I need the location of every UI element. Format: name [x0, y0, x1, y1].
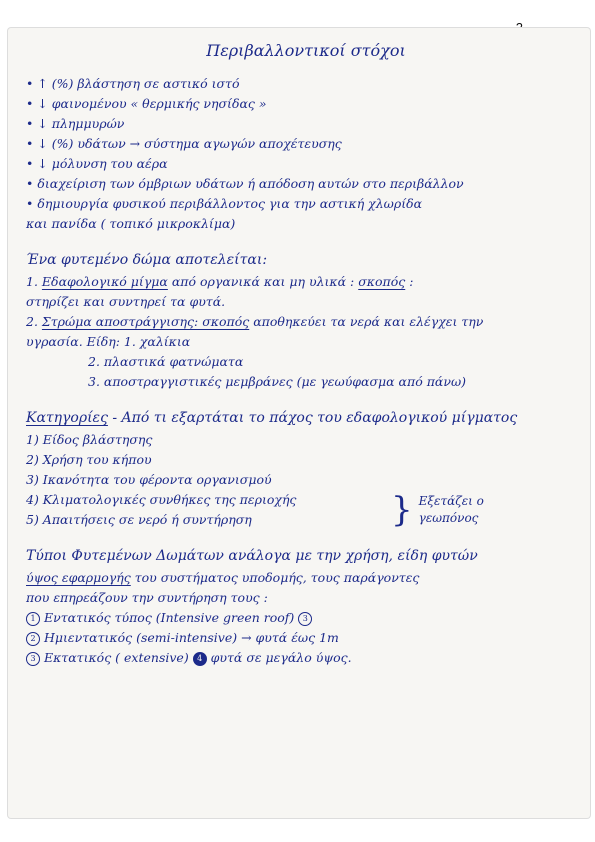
brace-note: [391, 490, 484, 530]
notes-content: [26, 38, 586, 668]
types-text: του συστήματος υποδομής, τους παράγοντες: [130, 570, 420, 585]
page-title: Περιβαλλοντικοί στόχοι: [206, 41, 406, 60]
element-2-subtype: 2. πλαστικά φατνώματα: [88, 354, 244, 369]
element-1-line: [26, 272, 586, 292]
filled-circled-number-icon: 4: [193, 652, 207, 666]
objective-item: • δημιουργία φυσικού περιβάλλοντος για την αστική χλωρίδα: [26, 196, 423, 211]
type-text: Εντατικός τύπος (Intensive green roof): [43, 610, 295, 625]
category-item: 3) Ικανότητα του φέροντα οργανισμού: [26, 472, 272, 487]
element-1-number: 1.: [26, 274, 38, 289]
objective-item: • ↓ μόλυνση του αέρα: [26, 156, 168, 171]
circled-number-icon: 2: [26, 632, 40, 646]
objective-item: • διαχείριση των όμβριων υδάτων ή απόδοση αυτών στο περιβάλλον: [26, 176, 464, 191]
types-line-1: Τύποι Φυτεμένων Δωμάτων ανάλογα με την χρήση, είδη φυτών: [26, 548, 478, 564]
brace-note-line-1: Εξετάζει ο: [418, 494, 484, 508]
category-item: 2) Χρήση του κήπου: [26, 452, 152, 467]
element-1-tail: :: [405, 274, 414, 289]
type-item: [26, 648, 586, 668]
element-1-text: από οργανικά και μη υλικά :: [167, 274, 359, 289]
element-2-number: 2.: [26, 314, 38, 329]
categories-term: Κατηγορίες: [26, 410, 108, 426]
category-item: 5) Απαιτήσεις σε νερό ή συντήρηση: [26, 512, 252, 527]
types-line-2: [26, 568, 586, 588]
brace-note-line-2: γεωπόνος: [418, 511, 479, 525]
objectives-list: [26, 74, 586, 234]
element-1-line-2: στηρίζει και συντηρεί τα φυτά.: [26, 294, 226, 309]
objective-item: και πανίδα ( τοπικό μικροκλίμα): [26, 216, 236, 231]
category-item: 4) Κλιματολογικές συνθήκες της περιοχής: [26, 492, 297, 507]
type-text: Ημιεντατικός (semi-intensive) → φυτά έως 1m: [43, 630, 339, 645]
types-line-3: που επηρεάζουν την συντήρηση τους :: [26, 590, 268, 605]
circled-number-icon: 3: [298, 612, 312, 626]
categories-text: - Από τι εξαρτάται το πάχος του εδαφολογικού μίγματος: [107, 410, 518, 426]
circled-number-icon: 3: [26, 652, 40, 666]
objective-item: • ↓ (%) υδάτων → σύστημα αγωγών αποχέτευσης: [26, 136, 342, 151]
type-text-after: φυτά σε μεγάλο ύψος.: [206, 650, 352, 665]
element-1-term: Εδαφολογικό μίγμα: [41, 274, 168, 289]
handwritten-notes-sheet: [8, 28, 590, 818]
type-text: Εκτατικός ( extensive): [43, 650, 189, 665]
element-2-line: [26, 312, 586, 332]
types-term: ύψος εφαρμογής: [26, 570, 131, 585]
element-2-subtype: 3. αποστραγγιστικές μεμβράνες (με γεωύφασμα από πάνω): [88, 374, 467, 389]
element-2-term: Στρώμα αποστράγγισης: σκοπός: [41, 314, 250, 329]
circled-number-icon: 1: [26, 612, 40, 626]
type-item: [26, 608, 586, 628]
objective-item: • ↓ πλημμυρών: [26, 116, 125, 131]
category-item: 1) Είδος βλάστησης: [26, 432, 153, 447]
element-2-text: αποθηκεύει τα νερά και ελέγχει την: [249, 314, 484, 329]
categories-heading: [26, 406, 586, 430]
element-1-goal: σκοπός: [358, 274, 406, 289]
type-item: [26, 628, 586, 648]
objective-item: • ↓ φαινομένου « θερμικής νησίδας »: [26, 96, 267, 111]
element-2-line-2: υγρασία. Είδη: 1. χαλίκια: [26, 334, 191, 349]
objective-item: • ↑ (%) βλάστηση σε αστικό ιστό: [26, 76, 240, 91]
elements-heading: Ένα φυτεμένο δώμα αποτελείται:: [26, 252, 268, 268]
curly-brace-icon: }: [391, 490, 413, 530]
category-items-braced: [26, 490, 586, 530]
